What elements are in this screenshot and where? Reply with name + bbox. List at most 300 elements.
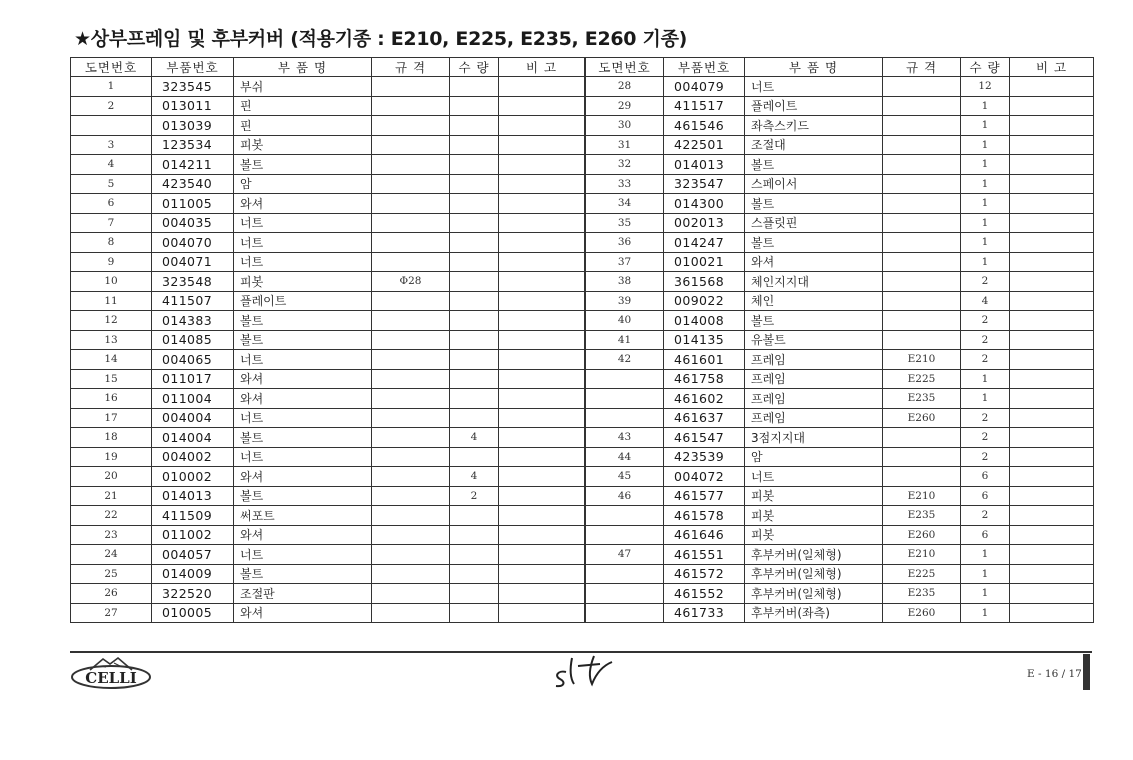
table-row (586, 408, 1094, 428)
qty-cell: 1 (961, 584, 1010, 604)
part-name-cell: 볼트 (745, 194, 883, 214)
spec-cell (372, 213, 450, 233)
part-no-cell: 010005 (152, 603, 234, 623)
part-no-cell: 004079 (664, 77, 745, 97)
part-no-cell: 014008 (664, 311, 745, 331)
spec-cell (372, 116, 450, 136)
drawing-no-cell: 14 (71, 350, 152, 370)
note-cell (1010, 545, 1094, 565)
qty-cell: 2 (961, 506, 1010, 526)
table-row (71, 545, 585, 565)
note-cell (1010, 330, 1094, 350)
table-row (586, 486, 1094, 506)
qty-cell (450, 408, 499, 428)
spec-cell (372, 174, 450, 194)
spec-cell (372, 467, 450, 487)
part-name-cell: 암 (234, 174, 372, 194)
drawing-no-cell: 18 (71, 428, 152, 448)
qty-cell (450, 564, 499, 584)
part-no-cell: 323548 (152, 272, 234, 292)
table-row (71, 467, 585, 487)
note-cell (499, 525, 585, 545)
drawing-no-cell: 1 (71, 77, 152, 97)
note-cell (499, 330, 585, 350)
qty-cell (450, 584, 499, 604)
qty-cell: 4 (961, 291, 1010, 311)
part-name-cell: 써포트 (234, 506, 372, 526)
qty-cell: 1 (961, 252, 1010, 272)
note-cell (1010, 603, 1094, 623)
header-qty: 수 량 (961, 58, 1010, 77)
table-row (71, 155, 585, 175)
drawing-no-cell: 5 (71, 174, 152, 194)
table-row (586, 233, 1094, 253)
table-row (586, 194, 1094, 214)
note-cell (499, 408, 585, 428)
table-row (586, 525, 1094, 545)
drawing-no-cell: 20 (71, 467, 152, 487)
part-no-cell: 014004 (152, 428, 234, 448)
spec-cell (883, 311, 961, 331)
drawing-no-cell (586, 369, 664, 389)
note-cell (1010, 525, 1094, 545)
qty-cell: 6 (961, 525, 1010, 545)
note-cell (1010, 350, 1094, 370)
drawing-no-cell: 6 (71, 194, 152, 214)
note-cell (499, 155, 585, 175)
drawing-no-cell (586, 389, 664, 409)
spec-cell (372, 96, 450, 116)
drawing-no-cell: 10 (71, 272, 152, 292)
drawing-no-cell: 11 (71, 291, 152, 311)
table-row (71, 447, 585, 467)
drawing-no-cell: 31 (586, 135, 664, 155)
drawing-no-cell: 15 (71, 369, 152, 389)
part-no-cell: 322520 (152, 584, 234, 604)
spec-cell: E260 (883, 408, 961, 428)
note-cell (499, 467, 585, 487)
table-row (71, 174, 585, 194)
note-cell (499, 291, 585, 311)
table-row (586, 564, 1094, 584)
drawing-no-cell: 22 (71, 506, 152, 526)
parts-tables (70, 57, 1094, 623)
drawing-no-cell: 21 (71, 486, 152, 506)
part-name-cell: 볼트 (745, 233, 883, 253)
part-no-cell: 461733 (664, 603, 745, 623)
qty-cell: 1 (961, 213, 1010, 233)
qty-cell (450, 194, 499, 214)
drawing-no-cell: 32 (586, 155, 664, 175)
table-row (71, 272, 585, 292)
part-name-cell: 스플릿핀 (745, 213, 883, 233)
part-no-cell: 461546 (664, 116, 745, 136)
qty-cell (450, 506, 499, 526)
drawing-no-cell: 24 (71, 545, 152, 565)
spec-cell: E210 (883, 350, 961, 370)
drawing-no-cell: 17 (71, 408, 152, 428)
table-row (586, 213, 1094, 233)
drawing-no-cell: 19 (71, 447, 152, 467)
part-name-cell: 후부커버(일체형) (745, 584, 883, 604)
part-name-cell: 와셔 (234, 389, 372, 409)
note-cell (1010, 96, 1094, 116)
table-row (586, 174, 1094, 194)
qty-cell: 6 (961, 467, 1010, 487)
note-cell (499, 447, 585, 467)
table-row (71, 96, 585, 116)
table-row (71, 135, 585, 155)
qty-cell: 1 (961, 603, 1010, 623)
part-name-cell: 프레임 (745, 350, 883, 370)
part-name-cell: 너트 (745, 77, 883, 97)
spec-cell (883, 116, 961, 136)
spec-cell (372, 603, 450, 623)
spec-cell: E210 (883, 486, 961, 506)
part-name-cell: 피봇 (234, 272, 372, 292)
part-no-cell: 422501 (664, 135, 745, 155)
spec-cell (372, 389, 450, 409)
qty-cell (450, 291, 499, 311)
table-row (586, 252, 1094, 272)
part-no-cell: 010021 (664, 252, 745, 272)
part-no-cell: 004071 (152, 252, 234, 272)
table-row (586, 311, 1094, 331)
drawing-no-cell: 41 (586, 330, 664, 350)
part-name-cell: 와셔 (234, 194, 372, 214)
spec-cell (883, 77, 961, 97)
spec-cell (372, 486, 450, 506)
header-spec: 규 격 (372, 58, 450, 77)
part-no-cell: 014247 (664, 233, 745, 253)
part-name-cell: 3점지지대 (745, 428, 883, 448)
note-cell (1010, 467, 1094, 487)
parts-table-left (70, 57, 585, 623)
part-no-cell: 004035 (152, 213, 234, 233)
part-name-cell: 체인 (745, 291, 883, 311)
drawing-no-cell: 4 (71, 155, 152, 175)
part-no-cell: 011002 (152, 525, 234, 545)
part-no-cell: 004072 (664, 467, 745, 487)
header-note: 비 고 (499, 58, 585, 77)
qty-cell: 1 (961, 194, 1010, 214)
table-row (71, 486, 585, 506)
drawing-no-cell: 44 (586, 447, 664, 467)
handwritten-signature (548, 652, 620, 690)
part-name-cell: 볼트 (234, 486, 372, 506)
celli-logo (70, 654, 152, 690)
part-no-cell: 004004 (152, 408, 234, 428)
drawing-no-cell: 43 (586, 428, 664, 448)
spec-cell (883, 272, 961, 292)
part-name-cell: 후부커버(일체형) (745, 545, 883, 565)
qty-cell (450, 116, 499, 136)
drawing-no-cell: 37 (586, 252, 664, 272)
part-no-cell: 461578 (664, 506, 745, 526)
table-row (71, 194, 585, 214)
part-name-cell: 너트 (234, 447, 372, 467)
part-name-cell: 스페이서 (745, 174, 883, 194)
header-part-no: 부품번호 (664, 58, 745, 77)
spec-cell (883, 96, 961, 116)
drawing-no-cell: 13 (71, 330, 152, 350)
part-no-cell: 002013 (664, 213, 745, 233)
qty-cell: 1 (961, 155, 1010, 175)
part-no-cell: 323547 (664, 174, 745, 194)
table-row (586, 603, 1094, 623)
note-cell (1010, 291, 1094, 311)
page-edge-marker (1083, 654, 1090, 690)
part-no-cell: 411509 (152, 506, 234, 526)
drawing-no-cell (586, 506, 664, 526)
table-row (71, 350, 585, 370)
part-name-cell: 볼트 (234, 311, 372, 331)
spec-cell (372, 369, 450, 389)
spec-cell (372, 311, 450, 331)
part-no-cell: 461551 (664, 545, 745, 565)
part-name-cell: 볼트 (745, 155, 883, 175)
table-row (71, 311, 585, 331)
parts-table-right (585, 57, 1094, 623)
part-no-cell: 461572 (664, 564, 745, 584)
qty-cell: 4 (450, 428, 499, 448)
part-no-cell: 011004 (152, 389, 234, 409)
note-cell (1010, 369, 1094, 389)
table-row (586, 428, 1094, 448)
part-name-cell: 와셔 (745, 252, 883, 272)
table-row (586, 506, 1094, 526)
qty-cell: 1 (961, 135, 1010, 155)
spec-cell (883, 233, 961, 253)
spec-cell (883, 194, 961, 214)
spec-cell: E210 (883, 545, 961, 565)
drawing-no-cell: 25 (71, 564, 152, 584)
part-name-cell: 너트 (745, 467, 883, 487)
note-cell (499, 603, 585, 623)
part-no-cell: 411517 (664, 96, 745, 116)
part-name-cell: 후부커버(좌측) (745, 603, 883, 623)
part-name-cell: 너트 (234, 233, 372, 253)
drawing-no-cell: 27 (71, 603, 152, 623)
header-row (71, 58, 585, 77)
table-row (71, 233, 585, 253)
drawing-no-cell: 35 (586, 213, 664, 233)
note-cell (499, 389, 585, 409)
drawing-no-cell: 30 (586, 116, 664, 136)
part-name-cell: 와셔 (234, 467, 372, 487)
note-cell (1010, 116, 1094, 136)
part-no-cell: 011005 (152, 194, 234, 214)
part-name-cell: 조절대 (745, 135, 883, 155)
note-cell (1010, 252, 1094, 272)
spec-cell: Φ28 (372, 272, 450, 292)
drawing-no-cell (586, 408, 664, 428)
part-name-cell: 와셔 (234, 369, 372, 389)
part-no-cell: 461577 (664, 486, 745, 506)
table-row (71, 525, 585, 545)
part-no-cell: 361568 (664, 272, 745, 292)
part-no-cell: 423540 (152, 174, 234, 194)
spec-cell: E235 (883, 389, 961, 409)
part-name-cell: 암 (745, 447, 883, 467)
note-cell (1010, 174, 1094, 194)
qty-cell (450, 155, 499, 175)
spec-cell (372, 545, 450, 565)
part-no-cell: 004002 (152, 447, 234, 467)
part-name-cell: 프레임 (745, 369, 883, 389)
qty-cell: 2 (450, 486, 499, 506)
qty-cell (450, 135, 499, 155)
table-row (586, 77, 1094, 97)
spec-cell (372, 155, 450, 175)
note-cell (499, 486, 585, 506)
part-name-cell: 부쉬 (234, 77, 372, 97)
part-no-cell: 011017 (152, 369, 234, 389)
note-cell (1010, 506, 1094, 526)
drawing-no-cell: 12 (71, 311, 152, 331)
qty-cell (450, 545, 499, 565)
qty-cell: 2 (961, 408, 1010, 428)
part-no-cell: 013039 (152, 116, 234, 136)
part-no-cell: 004065 (152, 350, 234, 370)
page-title: ★상부프레임 및 후부커버 (적용기종 : E210, E225, E235, E260 기종) (74, 28, 688, 50)
note-cell (1010, 135, 1094, 155)
header-qty: 수 량 (450, 58, 499, 77)
table-row (586, 155, 1094, 175)
header-note: 비 고 (1010, 58, 1094, 77)
part-name-cell: 핀 (234, 96, 372, 116)
part-no-cell: 013011 (152, 96, 234, 116)
drawing-no-cell: 28 (586, 77, 664, 97)
header-part-name: 부 품 명 (234, 58, 372, 77)
part-name-cell: 볼트 (745, 311, 883, 331)
header-drawing-no: 도면번호 (586, 58, 664, 77)
qty-cell: 6 (961, 486, 1010, 506)
table-row (71, 584, 585, 604)
note-cell (1010, 564, 1094, 584)
qty-cell (450, 369, 499, 389)
spec-cell (372, 428, 450, 448)
note-cell (499, 369, 585, 389)
part-name-cell: 프레임 (745, 389, 883, 409)
qty-cell: 1 (961, 116, 1010, 136)
table-row (586, 545, 1094, 565)
qty-cell: 2 (961, 350, 1010, 370)
note-cell (499, 213, 585, 233)
note-cell (499, 233, 585, 253)
note-cell (499, 174, 585, 194)
spec-cell (372, 77, 450, 97)
drawing-no-cell: 2 (71, 96, 152, 116)
part-no-cell: 014009 (152, 564, 234, 584)
page-number: E - 16 / 17 (1027, 668, 1082, 680)
table-row (586, 272, 1094, 292)
part-name-cell: 피봇 (745, 486, 883, 506)
part-no-cell: 461601 (664, 350, 745, 370)
part-name-cell: 유볼트 (745, 330, 883, 350)
spec-cell (883, 330, 961, 350)
part-name-cell: 핀 (234, 116, 372, 136)
header-row (586, 58, 1094, 77)
note-cell (499, 194, 585, 214)
part-name-cell: 프레임 (745, 408, 883, 428)
table-row (71, 408, 585, 428)
drawing-no-cell: 16 (71, 389, 152, 409)
qty-cell (450, 233, 499, 253)
drawing-no-cell: 42 (586, 350, 664, 370)
table-row (71, 252, 585, 272)
part-no-cell: 010002 (152, 467, 234, 487)
spec-cell: E235 (883, 506, 961, 526)
table-row (586, 369, 1094, 389)
qty-cell: 2 (961, 330, 1010, 350)
part-name-cell: 피봇 (234, 135, 372, 155)
qty-cell: 2 (961, 428, 1010, 448)
table-row (71, 330, 585, 350)
qty-cell (450, 330, 499, 350)
note-cell (499, 252, 585, 272)
spec-cell (372, 233, 450, 253)
spec-cell (372, 584, 450, 604)
drawing-no-cell: 36 (586, 233, 664, 253)
table-row (586, 389, 1094, 409)
spec-cell (883, 252, 961, 272)
note-cell (1010, 272, 1094, 292)
table-row (586, 96, 1094, 116)
part-no-cell: 411507 (152, 291, 234, 311)
qty-cell (450, 311, 499, 331)
table-row (586, 291, 1094, 311)
qty-cell: 1 (961, 564, 1010, 584)
qty-cell: 1 (961, 389, 1010, 409)
note-cell (1010, 311, 1094, 331)
note-cell (1010, 233, 1094, 253)
note-cell (499, 350, 585, 370)
header-part-name: 부 품 명 (745, 58, 883, 77)
spec-cell (372, 525, 450, 545)
spec-cell (883, 174, 961, 194)
drawing-no-cell: 39 (586, 291, 664, 311)
note-cell (499, 96, 585, 116)
qty-cell: 1 (961, 174, 1010, 194)
part-name-cell: 너트 (234, 350, 372, 370)
spec-cell (372, 194, 450, 214)
note-cell (499, 77, 585, 97)
spec-cell (883, 155, 961, 175)
logo-text: CELLI (85, 669, 137, 687)
part-no-cell: 009022 (664, 291, 745, 311)
qty-cell (450, 174, 499, 194)
note-cell (499, 135, 585, 155)
spec-cell: E260 (883, 525, 961, 545)
note-cell (1010, 584, 1094, 604)
part-name-cell: 볼트 (234, 155, 372, 175)
part-name-cell: 좌측스키드 (745, 116, 883, 136)
qty-cell (450, 350, 499, 370)
spec-cell (883, 447, 961, 467)
qty-cell (450, 96, 499, 116)
part-name-cell: 후부커버(일체형) (745, 564, 883, 584)
table-row (71, 506, 585, 526)
spec-cell (883, 467, 961, 487)
table-row (71, 428, 585, 448)
part-name-cell: 볼트 (234, 428, 372, 448)
table-row (71, 389, 585, 409)
part-name-cell: 볼트 (234, 330, 372, 350)
part-name-cell: 너트 (234, 545, 372, 565)
part-no-cell: 461646 (664, 525, 745, 545)
part-no-cell: 323545 (152, 77, 234, 97)
